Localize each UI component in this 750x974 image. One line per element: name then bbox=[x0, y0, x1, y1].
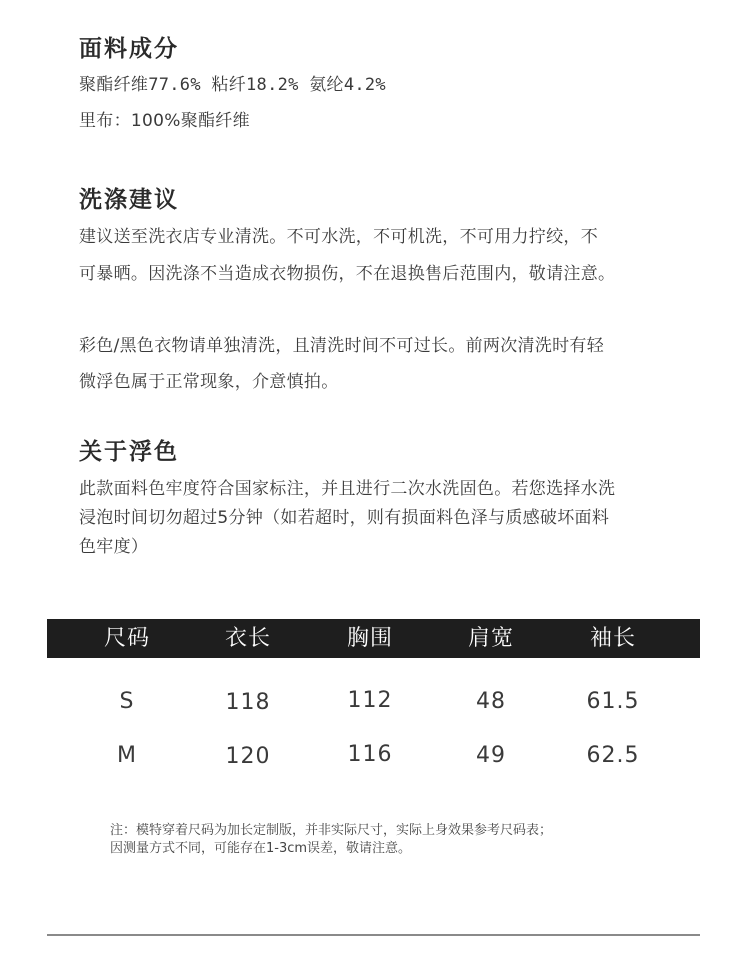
fabric-heading: 面料成分 bbox=[79, 36, 179, 62]
washing-text-line: 建议送至洗衣店专业清洗。不可水洗，不可机洗，不可用力拧绞，不 bbox=[79, 227, 598, 247]
header-shoulder: 肩宽 bbox=[467, 626, 514, 651]
bottom-divider bbox=[47, 934, 700, 936]
color-bleed-text-line: 此款面料色牢度符合国家标注，并且进行二次水洗固色。若您选择水洗 bbox=[79, 479, 616, 499]
size-table-header bbox=[47, 619, 700, 658]
color-bleed-heading: 关于浮色 bbox=[79, 439, 179, 465]
cell-chest: 116 bbox=[347, 742, 393, 767]
color-bleed-text-line: 浸泡时间切勿超过5分钟（如若超时，则有损面料色泽与质感破坏面料 bbox=[79, 508, 610, 528]
size-note-line: 注：模特穿着尺码为加长定制版，并非实际尺寸，实际上身效果参考尺码表； bbox=[110, 823, 553, 838]
header-sleeve: 袖长 bbox=[589, 626, 636, 651]
size-note-line: 因测量方式不同，可能存在1-3cm误差，敬请注意。 bbox=[110, 841, 412, 856]
cell-chest: 112 bbox=[347, 688, 393, 713]
cell-shoulder: 48 bbox=[476, 689, 506, 714]
cell-length: 120 bbox=[225, 744, 271, 769]
cell-shoulder: 49 bbox=[476, 743, 506, 768]
washing-heading: 洗涤建议 bbox=[79, 187, 179, 213]
cell-size: S bbox=[119, 689, 135, 714]
cell-length: 118 bbox=[225, 690, 271, 715]
washing-text-line: 彩色/黑色衣物请单独清洗，且清洗时间不可过长。前两次清洗时有轻 bbox=[79, 336, 605, 356]
cell-sleeve: 61.5 bbox=[586, 689, 640, 714]
header-chest: 胸围 bbox=[346, 626, 393, 651]
cell-size: M bbox=[117, 743, 137, 768]
washing-text-line: 微浮色属于正常现象，介意慎拍。 bbox=[79, 372, 339, 392]
washing-text-line: 可暴晒。因洗涤不当造成衣物损伤，不在退换售后范围内，敬请注意。 bbox=[79, 264, 616, 284]
header-size: 尺码 bbox=[103, 626, 150, 651]
cell-sleeve: 62.5 bbox=[586, 743, 640, 768]
lining-composition: 里布：100%聚酯纤维 bbox=[79, 111, 250, 131]
fabric-composition: 聚酯纤维77.6% 粘纤18.2% 氨纶4.2% bbox=[79, 75, 386, 95]
header-length: 衣长 bbox=[224, 626, 271, 651]
color-bleed-text-line: 色牢度） bbox=[79, 537, 149, 557]
